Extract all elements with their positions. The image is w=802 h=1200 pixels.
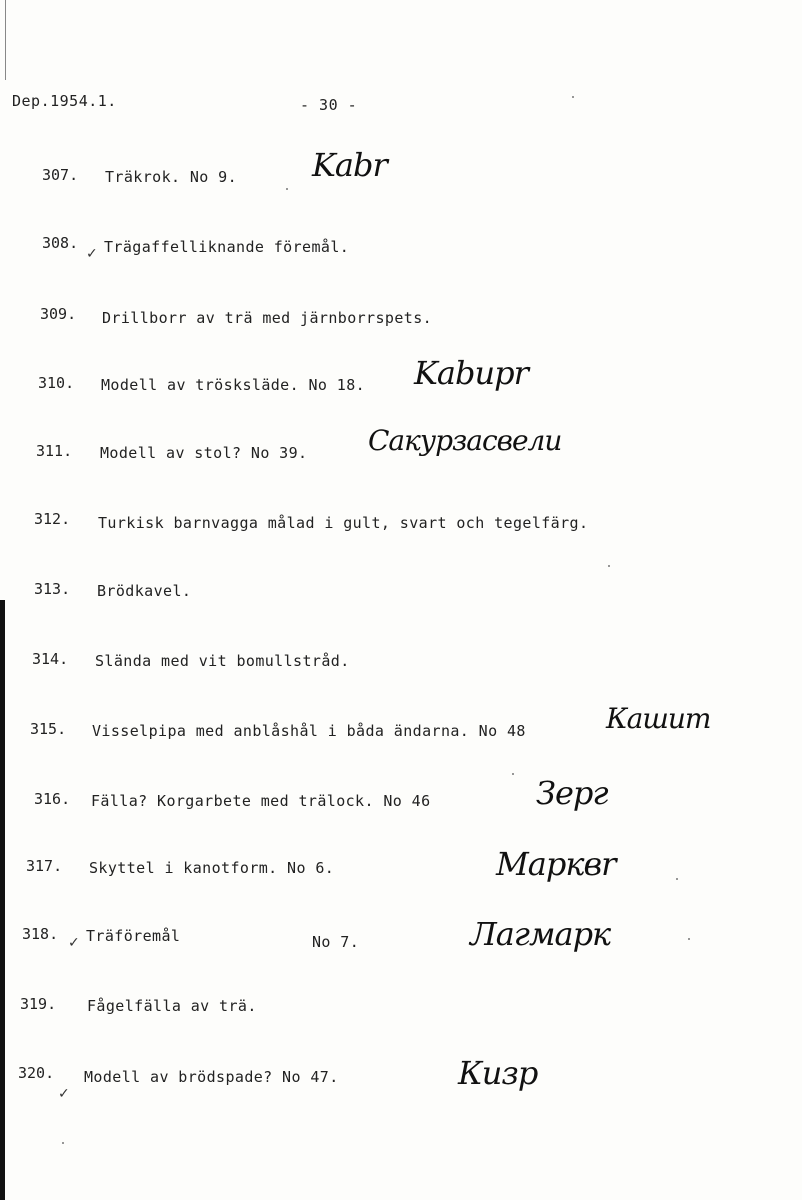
handwritten-name: Kabupr xyxy=(414,354,528,392)
list-item-316 xyxy=(0,774,802,828)
handwritten-name: Кашит xyxy=(606,702,711,735)
margin-line xyxy=(5,0,6,80)
entry-number: 311. xyxy=(36,442,73,460)
entry-description: Modell av stol? No 39. xyxy=(100,444,308,462)
handwritten-name: Kabr xyxy=(312,146,387,184)
list-item-310 xyxy=(0,354,802,412)
entry-description: Träföremål xyxy=(86,927,181,945)
scan-speck xyxy=(286,188,288,190)
list-item-320 xyxy=(0,1054,802,1104)
entry-number-label: No 7. xyxy=(312,933,360,951)
entry-number: 318. xyxy=(22,925,59,943)
scan-speck xyxy=(512,773,514,775)
entry-number: 314. xyxy=(32,650,69,668)
entry-number: 312. xyxy=(34,510,71,528)
entry-number: 316. xyxy=(34,790,71,808)
handwritten-name: Марквr xyxy=(496,845,616,883)
list-item-314 xyxy=(0,648,802,688)
entry-number: 310. xyxy=(38,374,75,392)
entry-number: 307. xyxy=(42,166,79,184)
scan-speck xyxy=(62,1142,64,1144)
entry-number: 309. xyxy=(40,305,77,323)
list-item-315 xyxy=(0,702,802,758)
scan-speck xyxy=(676,878,678,880)
list-item-307 xyxy=(0,146,802,200)
page-number: - 30 - xyxy=(300,96,358,114)
entry-description: Modell av brödspade? No 47. xyxy=(84,1068,339,1086)
list-item-309 xyxy=(0,303,802,343)
list-item-317 xyxy=(0,845,802,895)
handwritten-name: Зерг xyxy=(536,774,608,812)
entry-number: 320. xyxy=(18,1064,55,1082)
entry-description: Trägaffelliknande föremål. xyxy=(104,238,350,256)
entry-description: Fälla? Korgarbete med trälock. No 46 xyxy=(91,792,431,810)
entry-number: 317. xyxy=(26,857,63,875)
entry-number: 315. xyxy=(30,720,67,738)
entry-description: Fågelfälla av trä. xyxy=(87,997,257,1015)
list-item-308 xyxy=(0,232,802,272)
entry-description: Brödkavel. xyxy=(97,582,192,600)
binding-edge xyxy=(0,600,5,1200)
entry-description: Slända med vit bomullstråd. xyxy=(95,652,350,670)
entry-description: Drillborr av trä med järnborrspets. xyxy=(102,309,433,327)
handwritten-name: Лагмарк xyxy=(470,915,611,953)
entry-number: 308. xyxy=(42,234,79,252)
check-mark-icon: ✓ xyxy=(86,246,98,262)
scan-speck xyxy=(688,938,690,940)
entry-description: Turkisk barnvagga målad i gult, svart och tegelfärg. xyxy=(98,514,589,532)
entry-description: Visselpipa med anblåshål i båda ändarna. No 48 xyxy=(92,722,526,740)
list-item-311 xyxy=(0,424,802,480)
entry-number: 313. xyxy=(34,580,71,598)
deposit-reference: Dep.1954.1. xyxy=(12,92,117,110)
entry-description: Skyttel i kanotform. No 6. xyxy=(89,859,335,877)
check-mark-icon: ✓ xyxy=(58,1086,70,1102)
list-item-319 xyxy=(0,995,802,1035)
scan-speck xyxy=(608,565,610,567)
check-mark-icon: ✓ xyxy=(68,935,80,951)
entry-description: Modell av tröskslädе. No 18. xyxy=(101,376,366,394)
list-item-313 xyxy=(0,578,802,618)
list-item-312 xyxy=(0,510,802,550)
handwritten-name: Сакурзасвели xyxy=(368,424,562,457)
list-item-318 xyxy=(0,915,802,965)
entry-number: 319. xyxy=(20,995,57,1013)
handwritten-name: Кизр xyxy=(458,1054,538,1092)
scan-speck xyxy=(572,96,574,98)
entry-description: Träkrok. No 9. xyxy=(105,168,238,186)
